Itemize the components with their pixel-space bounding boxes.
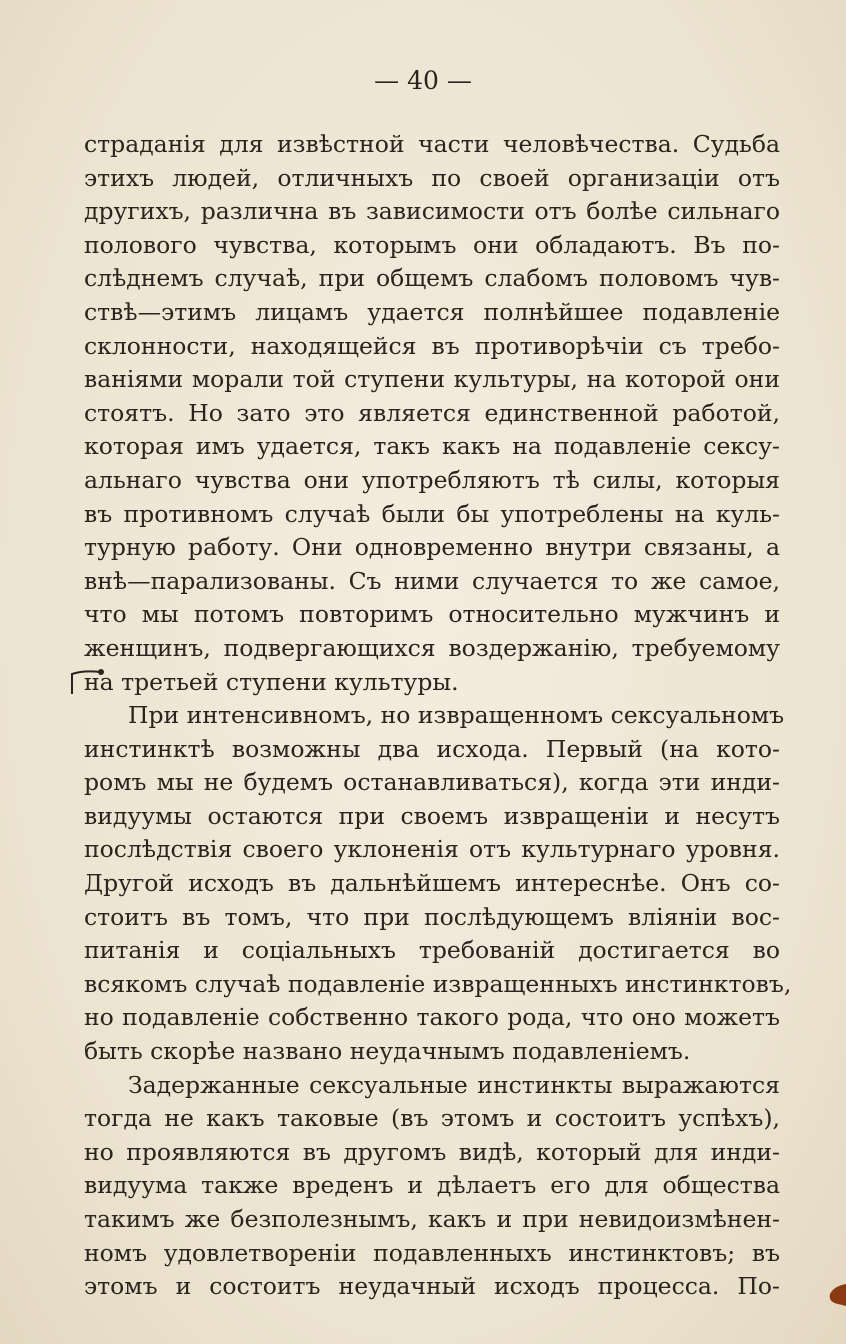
text-line: стоятъ. Но зато это является единственной работой,	[84, 398, 780, 427]
text-line: этомъ и состоитъ неудачный исходъ процесса. По-	[84, 1272, 780, 1301]
text-line: турную работу. Они одновременно внутри связаны, а	[84, 533, 780, 562]
text-line: страданія для извѣстной части человѣчества. Судьба	[84, 130, 780, 158]
text-line: быть скорѣе названо неудачнымъ подавленіемъ.	[84, 1037, 691, 1066]
text-line: этихъ людей, отличныхъ по своей организаціи отъ	[84, 163, 780, 192]
text-line: другихъ, различна въ зависимости отъ болѣе сильнаго	[84, 197, 780, 226]
text-line: ваніями морали той ступени культуры, на которой они	[84, 365, 780, 394]
text-line: въ противномъ случаѣ были бы употреблены на куль-	[84, 499, 780, 528]
text-line: такимъ же безполезнымъ, какъ и при невидоизмѣнен-	[84, 1205, 780, 1233]
text-line: альнаго чувства они употребляютъ тѣ силы, которыя	[84, 465, 780, 494]
text-line: инстинктѣ возможны два исхода. Первый (на кото-	[84, 734, 780, 763]
text-line: видуума также вреденъ и дѣлаетъ его для общества	[84, 1171, 780, 1200]
text-line: женщинъ, подвергающихся воздержанію, требуемому	[84, 633, 780, 662]
page-number: — 40 —	[374, 66, 472, 95]
text-line: на третьей ступени культуры.	[84, 667, 459, 696]
body-text	[84, 128, 792, 1304]
text-line: послѣдствія своего уклоненія отъ культурнаго уровня.	[84, 835, 780, 864]
text-line: Другой исходъ въ дальнѣйшемъ интереснѣе. Онъ со-	[84, 869, 780, 898]
text-line: но подавленіе собственно такого рода, что оно можетъ	[84, 1003, 780, 1032]
text-line: всякомъ случаѣ подавленіе извращенныхъ инстинктовъ,	[84, 969, 792, 998]
text-line: стоитъ въ томъ, что при послѣдующемъ вліяніи вос-	[84, 902, 780, 931]
text-line: но проявляются въ другомъ видѣ, который для инди-	[84, 1137, 780, 1166]
text-line: Задержанные сексуальные инстинкты выражаются	[128, 1070, 780, 1099]
text-line: ромъ мы не будемъ останавливаться), когда эти инди-	[84, 768, 780, 797]
text-line: полового чувства, которымъ они обладаютъ. Въ по-	[84, 230, 780, 259]
text-line: номъ удовлетвореніи подавленныхъ инстинктовъ; въ	[84, 1238, 780, 1267]
text-line: что мы потомъ повторимъ относительно мужчинъ и	[84, 600, 780, 629]
text-line: питанія и соціальныхъ требованій достигается во	[84, 936, 780, 965]
text-line: видуумы остаются при своемъ извращеніи и несутъ	[84, 801, 780, 830]
text-line: склонности, находящейся въ противорѣчіи съ требо-	[84, 331, 780, 360]
ink-stain	[824, 1282, 846, 1306]
text-line: При интенсивномъ, но извращенномъ сексуальномъ	[128, 701, 785, 730]
text-line: тогда не какъ таковые (въ этомъ и состоитъ успѣхъ),	[84, 1104, 780, 1133]
text-line: слѣднемъ случаѣ, при общемъ слабомъ половомъ чув-	[84, 264, 780, 293]
text-line: которая имъ удается, такъ какъ на подавленіе сексу-	[84, 432, 780, 461]
text-line: внѣ—парализованы. Съ ними случается то же самое,	[84, 566, 780, 595]
text-line: ствѣ—этимъ лицамъ удается полнѣйшее подавленіе	[84, 297, 780, 326]
